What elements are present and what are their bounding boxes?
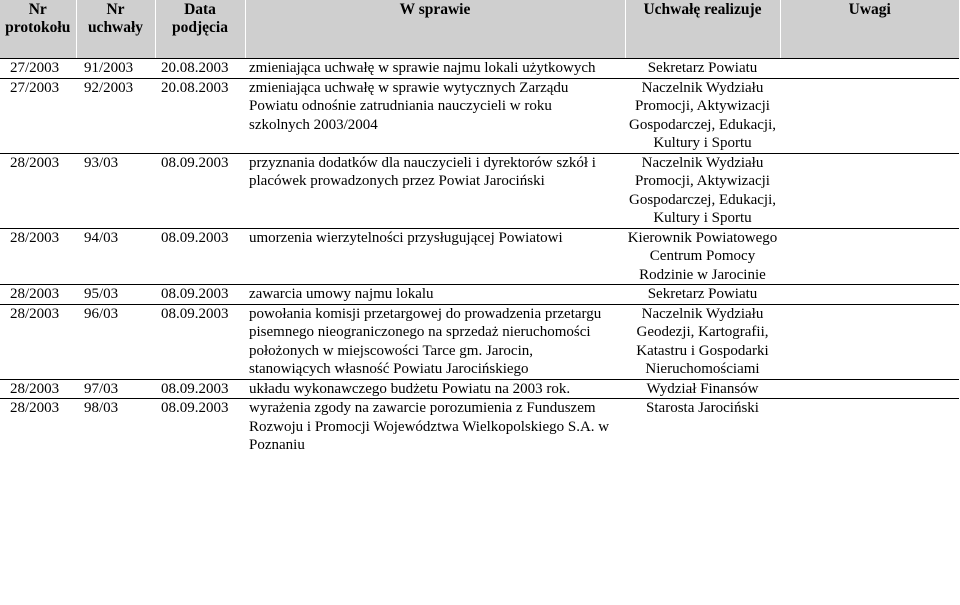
- table-header: [0, 0, 959, 59]
- table-row: [0, 304, 959, 379]
- table-body: [0, 59, 959, 455]
- cell-resolution-number: 96/03: [76, 304, 155, 379]
- table-row: [0, 285, 959, 305]
- cell-subject: układu wykonawczego budżetu Powiatu na 2003 rok.: [245, 379, 625, 399]
- cell-adoption-date: 08.09.2003: [155, 379, 245, 399]
- cell-resolution-number: 95/03: [76, 285, 155, 305]
- cell-subject: wyrażenia zgody na zawarcie porozumienia z Funduszem Rozwoju i Promocji Województwa Wielkopolskiego S.A. w Poznaniu: [245, 399, 625, 455]
- cell-protocol-number: 28/2003: [0, 228, 76, 285]
- table-row: [0, 399, 959, 455]
- cell-executor: Sekretarz Powiatu: [625, 285, 780, 305]
- cell-adoption-date: 08.09.2003: [155, 285, 245, 305]
- cell-notes: [780, 59, 959, 79]
- cell-resolution-number: 97/03: [76, 379, 155, 399]
- cell-adoption-date: 20.08.2003: [161, 60, 229, 76]
- cell-notes: [780, 285, 959, 305]
- cell-protocol-number: 28/2003: [0, 153, 76, 228]
- cell-resolution-number: 98/03: [76, 399, 155, 455]
- table-row: [0, 228, 959, 285]
- header-adoption-date: Data podjęcia: [155, 0, 245, 59]
- cell-executor: Naczelnik Wydziału Geodezji, Kartografii, Katastru i Gospodarki Nieruchomościami: [625, 304, 780, 379]
- cell-notes: [780, 78, 959, 153]
- header-protocol-number: Nr protokołu: [0, 0, 76, 59]
- cell-subject: powołania komisji przetargowej do prowadzenia przetargu pisemnego nieograniczonego na sprzedaż nieruchomości położonych w miejscowości Tarce gm. Jarocin, stanowiących własność Powiatu Jarocińskiego: [245, 304, 625, 379]
- cell-protocol-number: 28/2003: [0, 399, 76, 455]
- cell-resolution-number: 93/03: [76, 153, 155, 228]
- cell-subject: umorzenia wierzytelności przysługującej Powiatowi: [245, 228, 625, 285]
- cell-resolution-number: 92/2003: [76, 78, 155, 153]
- header-resolution-number: Nr uchwały: [76, 0, 155, 59]
- table-row: [0, 153, 959, 228]
- cell-resolution-number: 94/03: [76, 228, 155, 285]
- cell-subject: zmieniająca uchwałę w sprawie najmu lokali użytkowych: [249, 60, 596, 76]
- cell-notes: [780, 399, 959, 455]
- cell-adoption-date: 08.09.2003: [155, 153, 245, 228]
- cell-protocol-number: 27/2003: [10, 60, 60, 76]
- cell-subject: przyznania dodatków dla nauczycieli i dyrektorów szkół i placówek prowadzonych przez Powiat Jarociński: [245, 153, 625, 228]
- cell-executor: Naczelnik Wydziału Promocji, Aktywizacji Gospodarczej, Edukacji, Kultury i Sportu: [625, 78, 780, 153]
- cell-protocol-number: 28/2003: [0, 379, 76, 399]
- cell-adoption-date: 20.08.2003: [155, 78, 245, 153]
- cell-executor: Sekretarz Powiatu: [647, 60, 758, 76]
- cell-notes: [780, 228, 959, 285]
- header-notes: Uwagi: [780, 0, 959, 59]
- cell-executor: Kierownik Powiatowego Centrum Pomocy Rodzinie w Jarocinie: [625, 228, 780, 285]
- cell-subject: zmieniająca uchwałę w sprawie wytycznych Zarządu Powiatu odnośnie zatrudniania nauczycieli w roku szkolnych 2003/2004: [245, 78, 625, 153]
- cell-resolution-number: 91/2003: [84, 60, 134, 76]
- cell-protocol-number: 28/2003: [0, 285, 76, 305]
- header-executor: Uchwałę realizuje: [625, 0, 780, 59]
- cell-executor: Naczelnik Wydziału Promocji, Aktywizacji Gospodarczej, Edukacji, Kultury i Sportu: [625, 153, 780, 228]
- cell-notes: [780, 379, 959, 399]
- cell-adoption-date: 08.09.2003: [155, 304, 245, 379]
- header-subject: W sprawie: [245, 0, 625, 59]
- header-row: [0, 0, 959, 59]
- cell-protocol-number: 28/2003: [0, 304, 76, 379]
- cell-executor: Starosta Jarociński: [625, 399, 780, 455]
- cell-notes: [780, 304, 959, 379]
- cell-protocol-number: 27/2003: [0, 78, 76, 153]
- table-row: [0, 78, 959, 153]
- cell-executor: Wydział Finansów: [625, 379, 780, 399]
- cell-notes: [780, 153, 959, 228]
- table-row: [0, 379, 959, 399]
- cell-adoption-date: 08.09.2003: [155, 228, 245, 285]
- cell-adoption-date: 08.09.2003: [155, 399, 245, 455]
- table-row: [0, 59, 959, 79]
- cell-subject: zawarcia umowy najmu lokalu: [245, 285, 625, 305]
